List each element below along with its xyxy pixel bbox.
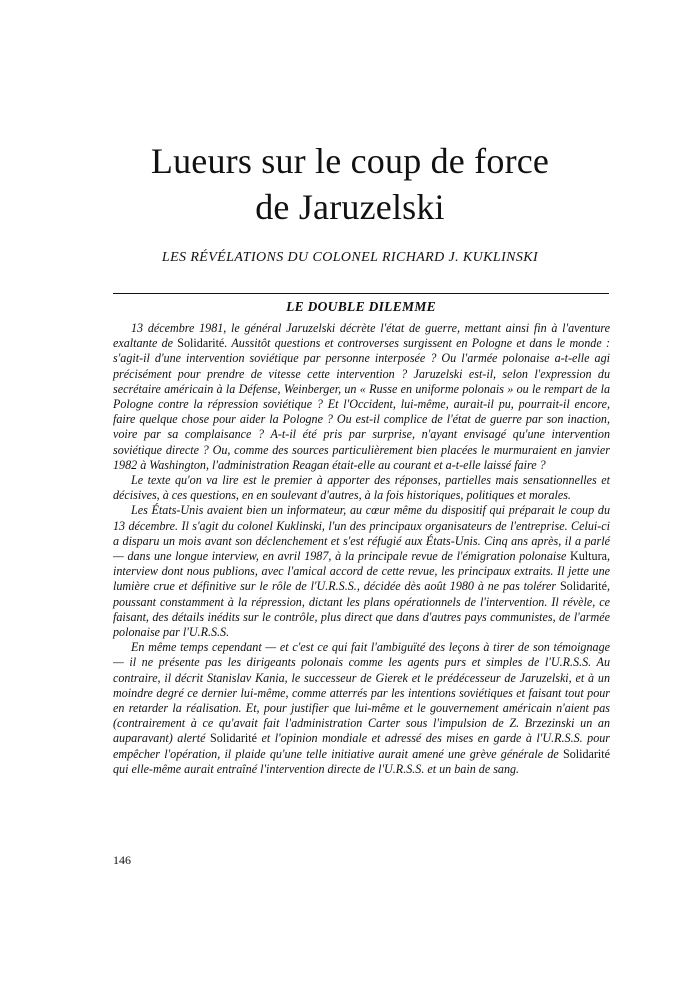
solidarite-name: Solidarité — [562, 746, 610, 761]
section-heading: LE DOUBLE DILEMME — [286, 299, 436, 314]
section-divider — [113, 293, 609, 294]
solidarite-name: Solidarité — [559, 579, 607, 594]
article-title — [40, 138, 660, 230]
paragraph-1: 13 décembre 1981, le général Jaruzelski décrète l'état de guerre, mettant ainsi fin à l'aventure exaltante de Solidarité. Aussitôt questions et controverses surgissent en Pologne et dans le monde : s'agit-il d'une intervention soviétique par personne interposée ? Ou l'armée polonaise a-t-elle agi précisément pour prendre de vitesse cette intervention ? Jaruzelski est-il, selon l'expression du secrétaire américain à la Défense, Weinberger, un « Russe en uniforme polonais » ou le rempart de la Pologne contre la répression soviétique ? Et l'Occident, lui-même, aurait-il pu, pourrait-il encore, faire quelque chose pour aider la Pologne ? Ou est-il complice de l'état de guerre par son inaction, voire par sa complaisance ? A-t-il été pris par surprise, n'ayant envisagé qu'une intervention soviétique directe ? Ou, comme des sources particulièrement bien placées le murmuraient en janvier 1982 à Washington, l'administration Reagan était-elle au courant et a-t-elle laissé faire ? — [113, 321, 610, 472]
paragraph-3: Les États-Unis avaient bien un informateur, au cœur même du dispositif qui préparait le coup du 13 décembre. Il s'agit du colonel Kuklinski, l'un des principaux organisateurs de l'entreprise. Celui-ci a disparu un mois avant son déclenchement et s'est réfugié aux États-Unis. Cinq ans après, il a parlé — dans une longue interview, en avril 1987, à la principale revue de l'émigration polonaise Kultura, interview dont nous publions, avec l'amical accord de cette revue, les principaux extraits. Il jette une lumière crue et définitive sur le rôle de l'U.R.S.S., décidée dès août 1980 à ne pas tolérer Solidarité, poussant constamment à la répression, dictant les plans opérationnels de l'intervention. Il révèle, ce faisant, des détails inédits sur le contrôle, plus direct que dans d'autres pays communistes, de l'armée polonaise par l'U.R.S.S. — [113, 503, 610, 640]
kultura-name: Kultura — [570, 549, 607, 564]
paragraph-2: Le texte qu'on va lire est le premier à apporter des réponses, partielles mais sensationnelles et décisives, à ces questions, en en soulevant d'autres, à la fois historiques, politiques et morales. — [113, 473, 610, 503]
solidarite-name: Solidarité — [209, 731, 257, 746]
solidarite-name: Solidarité — [177, 336, 225, 351]
article-subtitle: LES RÉVÉLATIONS DU COLONEL RICHARD J. KUKLINSKI — [161, 250, 539, 265]
page-number: 146 — [113, 853, 131, 867]
article-title-line-1: Lueurs sur le coup de force — [150, 141, 550, 181]
article-body — [113, 321, 610, 777]
article-title-line-2: de Jaruzelski — [255, 187, 445, 227]
paragraph-4: En même temps cependant — et c'est ce qui fait l'ambiguïté des leçons à tirer de son témoignage — il ne présente pas les dirigeants polonais comme les agents purs et simples de l'U.R.S.S. Au contraire, il décrit Stanislav Kania, le successeur de Gierek et le prédécesseur de Jaruzelski, et à un moindre degré ce dernier lui-même, comme atterrés par les intentions soviétiques et faisant tout pour en retarder la réalisation. Et, pour justifier que lui-même et le gouvernement américain n'aient pas (contrairement à ce qu'avait fait l'administration Carter sous l'impulsion de Z. Brzezinski un an auparavant) alerté Solidarité et l'opinion mondiale et adressé des mises en garde à l'U.R.S.S. pour empêcher l'opération, il plaide qu'une telle initiative aurait amené une grève générale de Solidarité qui elle-même aurait entraîné l'intervention directe de l'U.R.S.S. et un bain de sang. — [113, 640, 610, 776]
